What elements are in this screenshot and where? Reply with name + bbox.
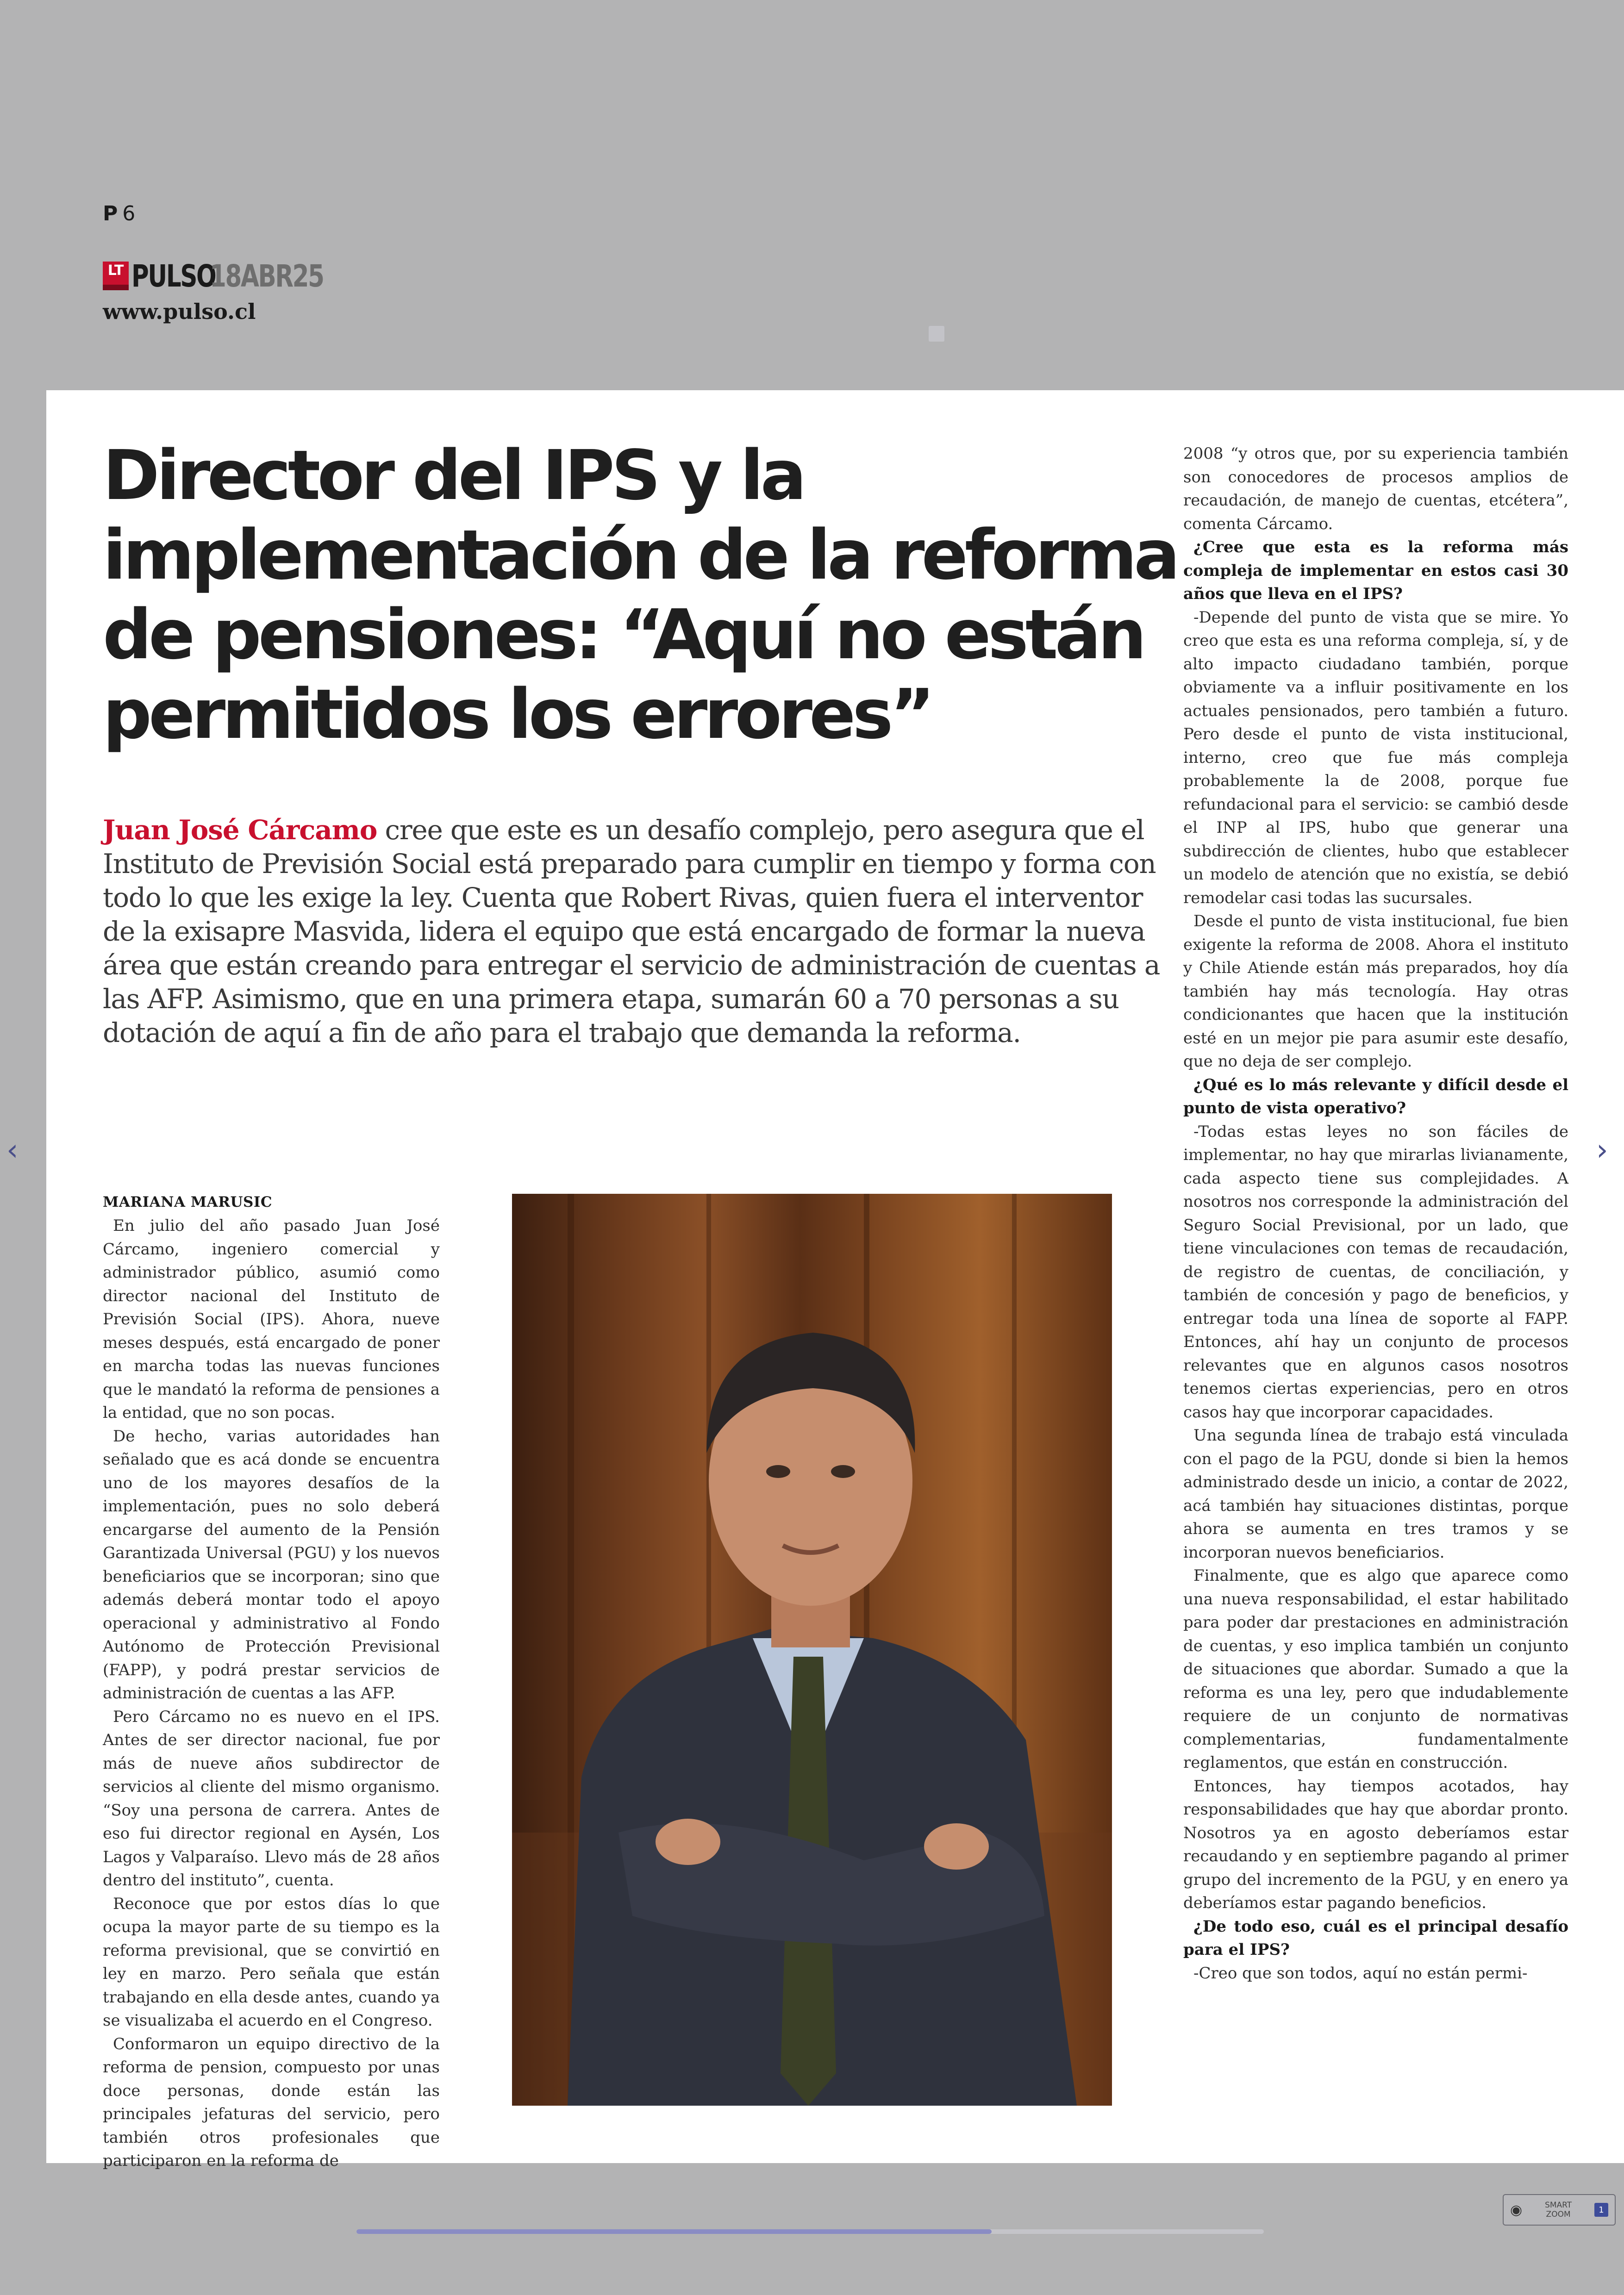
lead-name: Juan José Cárcamo — [103, 814, 377, 846]
paragraph: En julio del año pasado Juan José Cárcamo, ingeniero comercial y administrador público, asumió como director nacional del Instituto de Previsión Social (IPS). Ahora, nueve meses después, está encargado de poner en marcha todas las nuevas funciones que le mandató la reforma de pensiones a la entidad, que no son pocas. — [103, 1216, 440, 1422]
smart-zoom-button[interactable] — [1503, 2194, 1616, 2226]
site-url[interactable]: www.pulso.cl — [103, 299, 256, 324]
paragraph: Conformaron un equipo directivo de la reforma de pension, compuesto por unas doce personas, donde están las principales jefaturas del servicio, pero también otros profesionales que participaron en la reforma de — [103, 2034, 440, 2170]
page-number — [103, 202, 135, 225]
paragraph: -Creo que son todos, aquí no están permi- — [1193, 1964, 1528, 1983]
interview-question: ¿De todo eso, cuál es el principal desafío para el IPS? — [1183, 1917, 1568, 1959]
eye-icon: ◉ — [1510, 2201, 1523, 2218]
page-prefix: P — [103, 202, 118, 225]
reading-progress-bar[interactable] — [356, 2229, 1264, 2234]
article-page — [46, 390, 1624, 2170]
right-column — [1183, 442, 1568, 2136]
portrait-illustration — [512, 1194, 1112, 2106]
smart-zoom-label: SMART ZOOM — [1545, 2201, 1572, 2219]
lead-text: cree que este es un desafío complejo, pero asegura que el Instituto de Previsión Social está preparado para cumplir en tiempo y forma con todo lo que les exige la ley. Cuenta que Robert Rivas, quien fuera el interventor de la exisapre Masvida, lidera el equipo que está encargado de formar la nueva área que están creando para entregar el servicio de administración de cuentas a las AFP. Asimismo, que en una primera etapa, sumarán 60 a 70 personas a su dotación de aquí a fin de año para el trabajo que demanda la reforma. — [103, 814, 1160, 1048]
interview-question: ¿Cree que esta es la reforma más compleja de implementar en estos casi 30 años que lleva en el IPS? — [1183, 538, 1568, 603]
paragraph: Entonces, hay tiempos acotados, hay responsabilidades que hay que abordar pronto. Nosotros ya en agosto deberíamos estar recaudando y en septiembre pagando al primer grupo del incremento de la PGU, y en enero ya deberíamos estar pagando beneficios. — [1183, 1777, 1568, 1912]
interview-question: ¿Qué es lo más relevante y difícil desde el punto de vista operativo? — [1183, 1075, 1568, 1117]
article-headline: Director del IPS y la implementación de la reforma de pensiones: “Aquí no están permitidos los errores” — [103, 436, 1177, 754]
page-number-value: 6 — [122, 202, 136, 225]
director-photo — [512, 1194, 1112, 2106]
paragraph: Pero Cárcamo no es nuevo en el IPS. Antes de ser director nacional, fue por más de nueve años subdirector de servicios al cliente del mismo organismo. “Soy una persona de carrera. Antes de eso fui director regional en Aysén, Los Lagos y Valparaíso. Llevo más de 28 años dentro del instituto”, cuenta. — [103, 1707, 440, 1890]
next-page-chevron-icon[interactable]: › — [1596, 1133, 1608, 1167]
paragraph: Una segunda línea de trabajo está vinculada con el pago de la PGU, donde si bien la hemos administrado desde un inicio, a contar de 2022, acá también hay situaciones distintas, porque ahora se aumenta en tres tramos y se incorporan nuevos beneficiarios. — [1183, 1426, 1568, 1562]
masthead — [103, 257, 356, 294]
issue-date: 18ABR25 — [209, 258, 324, 294]
left-column — [103, 1214, 440, 2170]
paragraph: -Todas estas leyes no son fáciles de implementar, no hay que mirarlas livianamente, cada aspecto tiene sus complejidades. A nosotros nos corresponde la administración del Seguro Social Previsional, por un lado, que tiene vinculaciones con temas de recaudación, de registro de cuentas, de conciliación, y también de concesión y pago de beneficios, y entregar toda una línea de soporte al FAPP. Entonces, ahí hay un conjunto de procesos relevantes que en algunos casos nosotros tenemos ciertas experiencias, pero en otros casos hay que incorporar capacidades. — [1183, 1122, 1568, 1422]
page-marker-icon — [929, 326, 944, 342]
lt-logo: LT — [103, 262, 129, 290]
paragraph: De hecho, varias autoridades han señalado que es acá donde se encuentra uno de los mayores desafíos de la implementación, pues no solo deberá encargarse del aumento de la Pensión Garantizada Universal (PGU) y los nuevos beneficiarios que se incorporan; sino que además deberá montar todo el apoyo operacional y administrativo al Fondo Autónomo de Protección Previsional (FAPP), y podrá prestar servicios de administración de cuentas a las AFP. — [103, 1427, 440, 1703]
paragraph: Finalmente, que es algo que aparece como una nueva responsabilidad, el estar habilitado para poder dar prestaciones en administración de cuentas, y eso implica también un conjunto de situaciones que abordar. Sumado a que la reforma es una ley, pero que indudablemente requiere de un conjunto de normativas complementarias, fundamentalmente reglamentos, que están en construcción. — [1183, 1566, 1568, 1772]
previous-page-chevron-icon[interactable]: ‹ — [6, 1133, 19, 1167]
paragraph: -Depende del punto de vista que se mire. Yo creo que esta es una reforma compleja, sí, y de alto impacto ciudadano también, porque obviamente va a influir positivamente en los actuales pensionados, pero también a futuro. Pero desde el punto de vista institucional, interno, creo que fue más compleja probablemente la de 2008, porque fue refundacional para el servicio: se cambió desde el INP al IPS, hubo que generar una subdirección de clientes, hubo que establecer un modelo de atención que no existía, se debió remodelar casi todas las sucursales. — [1183, 608, 1568, 907]
smart-zoom-badge: 1 — [1594, 2203, 1608, 2217]
article-lead — [103, 813, 1163, 1050]
reading-progress-fill — [356, 2229, 992, 2234]
brand-name: PULSO — [131, 258, 216, 294]
byline: MARIANA MARUSIC — [103, 1194, 273, 1210]
paragraph: Reconoce que por estos días lo que ocupa la mayor parte de su tiempo es la reforma previsional, que se convirtió en ley en marzo. Pero señala que están trabajando en ella desde antes, cuando ya se visualizaba el acuerdo en el Congreso. — [103, 1894, 440, 2030]
paragraph: Desde el punto de vista institucional, fue bien exigente la reforma de 2008. Ahora el instituto y Chile Atiende están más preparados, hoy día también hay más tecnología. Hay otras condicionantes que hacen que la institución esté en un mejor pie para asumir este desafío, que no deja de ser complejo. — [1183, 912, 1568, 1071]
paragraph: 2008 “y otros que, por su experiencia también son conocedores de procesos amplios de recaudación, de manejo de cuentas, etcétera”, comenta Cárcamo. — [1183, 444, 1568, 533]
